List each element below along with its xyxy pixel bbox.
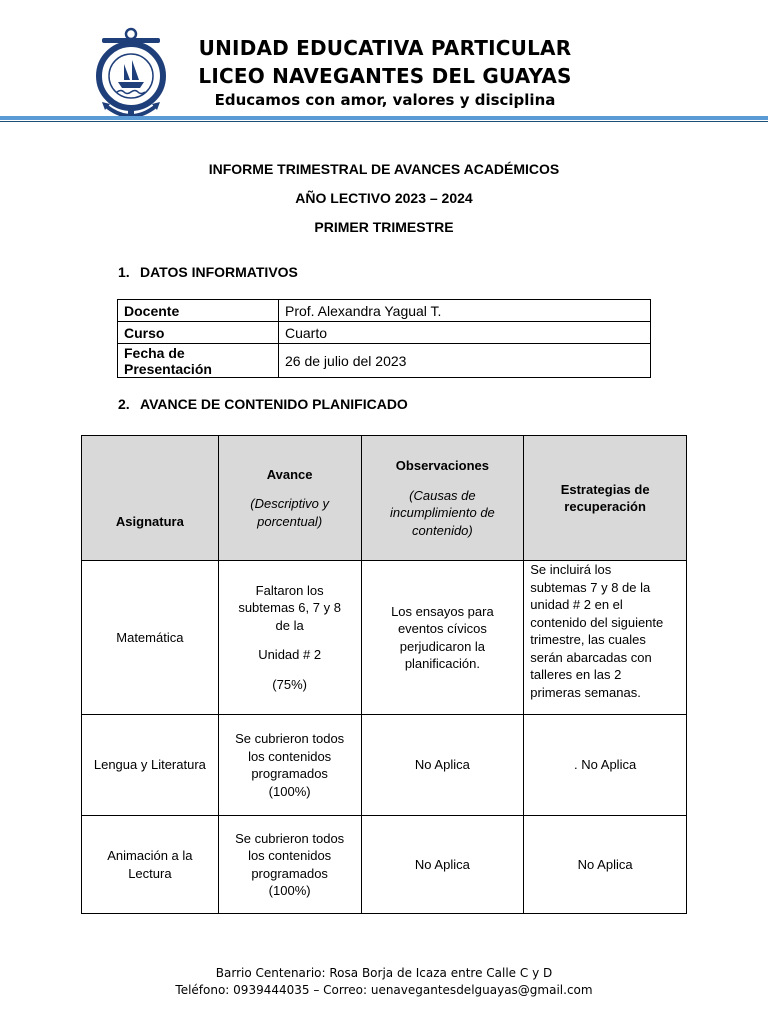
report-title: INFORME TRIMESTRAL DE AVANCES ACADÉMICOS: [208, 161, 560, 177]
avance-line: programados: [251, 766, 328, 781]
table-row: [82, 715, 687, 816]
cell-estrategias: . No Aplica: [524, 715, 687, 816]
section-number: 1.: [118, 264, 130, 280]
cell-observaciones: No Aplica: [361, 816, 524, 914]
est-line: trimestre, las cuales: [530, 632, 646, 647]
cell-avance: [218, 816, 361, 914]
avance-line: Se cubrieron todos: [235, 731, 345, 746]
header-observaciones: [361, 436, 524, 561]
school-name-line2: LICEO NAVEGANTES DEL GUAYAS: [198, 64, 572, 88]
header-divider-thin: [0, 121, 768, 122]
asignatura-line: Lectura: [128, 865, 172, 881]
header-asignatura: [82, 436, 219, 561]
avance-line: de la: [275, 617, 304, 633]
header-est-line2: recuperación: [564, 499, 646, 514]
obs-line: eventos cívicos: [397, 621, 487, 636]
avance-line: Unidad # 2: [258, 647, 322, 663]
est-line: talleres en las 2: [530, 667, 622, 682]
school-logo-emblem: [92, 26, 170, 122]
header-asignatura-text: Asignatura: [115, 513, 184, 529]
section-number: 2.: [118, 396, 130, 412]
header-obs-sub3: contenido): [412, 522, 473, 538]
est-line: unidad # 2 en el: [530, 597, 623, 612]
fecha-label-line2: Presentación: [124, 360, 212, 377]
table-header-row: [82, 436, 687, 561]
docente-label: Docente: [118, 300, 279, 322]
avance-line: los contenidos: [248, 848, 332, 863]
avance-line: Faltaron los: [255, 582, 324, 598]
cell-asignatura: Matemática: [82, 561, 219, 715]
curso-value: Cuarto: [279, 322, 651, 344]
cell-avance: [218, 715, 361, 816]
fecha-label: [118, 344, 279, 378]
header-obs-sub1: (Causas de: [409, 487, 476, 503]
header-divider: [0, 116, 768, 120]
avance-line: subtemas 6, 7 y 8: [238, 600, 341, 616]
cell-observaciones: [361, 561, 524, 715]
fecha-value: 26 de julio del 2023: [279, 344, 651, 378]
info-row-curso: [118, 322, 651, 344]
obs-line: planificación.: [404, 656, 480, 671]
header-avance-sub1: (Descriptivo y: [250, 496, 329, 512]
header-est-line1: Estrategias de: [560, 481, 650, 497]
info-table: [117, 299, 651, 378]
cell-observaciones: No Aplica: [361, 715, 524, 816]
avance-line: programados: [251, 865, 328, 881]
info-row-docente: [118, 300, 651, 322]
header-obs-sub2: incumplimiento de: [390, 505, 495, 520]
section-title: AVANCE DE CONTENIDO PLANIFICADO: [140, 396, 408, 412]
avance-table: [81, 435, 687, 914]
fecha-label-line1: Fecha de: [124, 344, 185, 361]
curso-label: Curso: [118, 322, 279, 344]
cell-estrategias: No Aplica: [524, 816, 687, 914]
section-heading-avance: [118, 396, 408, 412]
est-line: subtemas 7 y 8 de la: [530, 579, 651, 595]
avance-line: los contenidos: [248, 748, 332, 764]
header-estrategias: [524, 436, 687, 561]
obs-line: Los ensayos para: [391, 603, 494, 619]
cell-avance: [218, 561, 361, 715]
asignatura-line: Animación a la: [107, 848, 193, 863]
est-line: primeras semanas.: [530, 684, 641, 700]
table-row: [82, 561, 687, 715]
school-motto: Educamos con amor, valores y disciplina: [214, 91, 556, 109]
header-avance: [218, 436, 361, 561]
school-name-line1: UNIDAD EDUCATIVA PARTICULAR: [198, 36, 572, 60]
avance-line: (100%): [268, 783, 311, 799]
cell-asignatura: Lengua y Literatura: [82, 715, 219, 816]
est-line: serán abarcadas con: [530, 649, 652, 665]
header-avance-sub2: porcentual): [257, 513, 323, 529]
section-heading-datos: [118, 264, 298, 280]
footer-contact: Teléfono: 0939444035 – Correo: uenavegantesdelguayas@gmail.com: [175, 983, 593, 997]
obs-line: perjudicaron la: [399, 638, 486, 654]
header-obs-text: Observaciones: [395, 458, 489, 473]
avance-line: Se cubrieron todos: [235, 830, 345, 846]
table-row: [82, 816, 687, 914]
info-row-fecha: [118, 344, 651, 378]
report-year: AÑO LECTIVO 2023 – 2024: [295, 190, 473, 206]
avance-line: (75%): [272, 676, 307, 692]
est-line: Se incluirá los: [530, 562, 612, 577]
report-term: PRIMER TRIMESTRE: [314, 219, 454, 235]
header-avance-text: Avance: [266, 466, 313, 482]
avance-line: (100%): [268, 883, 311, 898]
cell-estrategias: [524, 561, 687, 715]
cell-asignatura: [82, 816, 219, 914]
section-title: DATOS INFORMATIVOS: [140, 264, 298, 280]
est-line: contenido del siguiente: [530, 614, 664, 630]
footer-address: Barrio Centenario: Rosa Borja de Icaza entre Calle C y D: [215, 966, 553, 980]
docente-value: Prof. Alexandra Yagual T.: [279, 300, 651, 322]
